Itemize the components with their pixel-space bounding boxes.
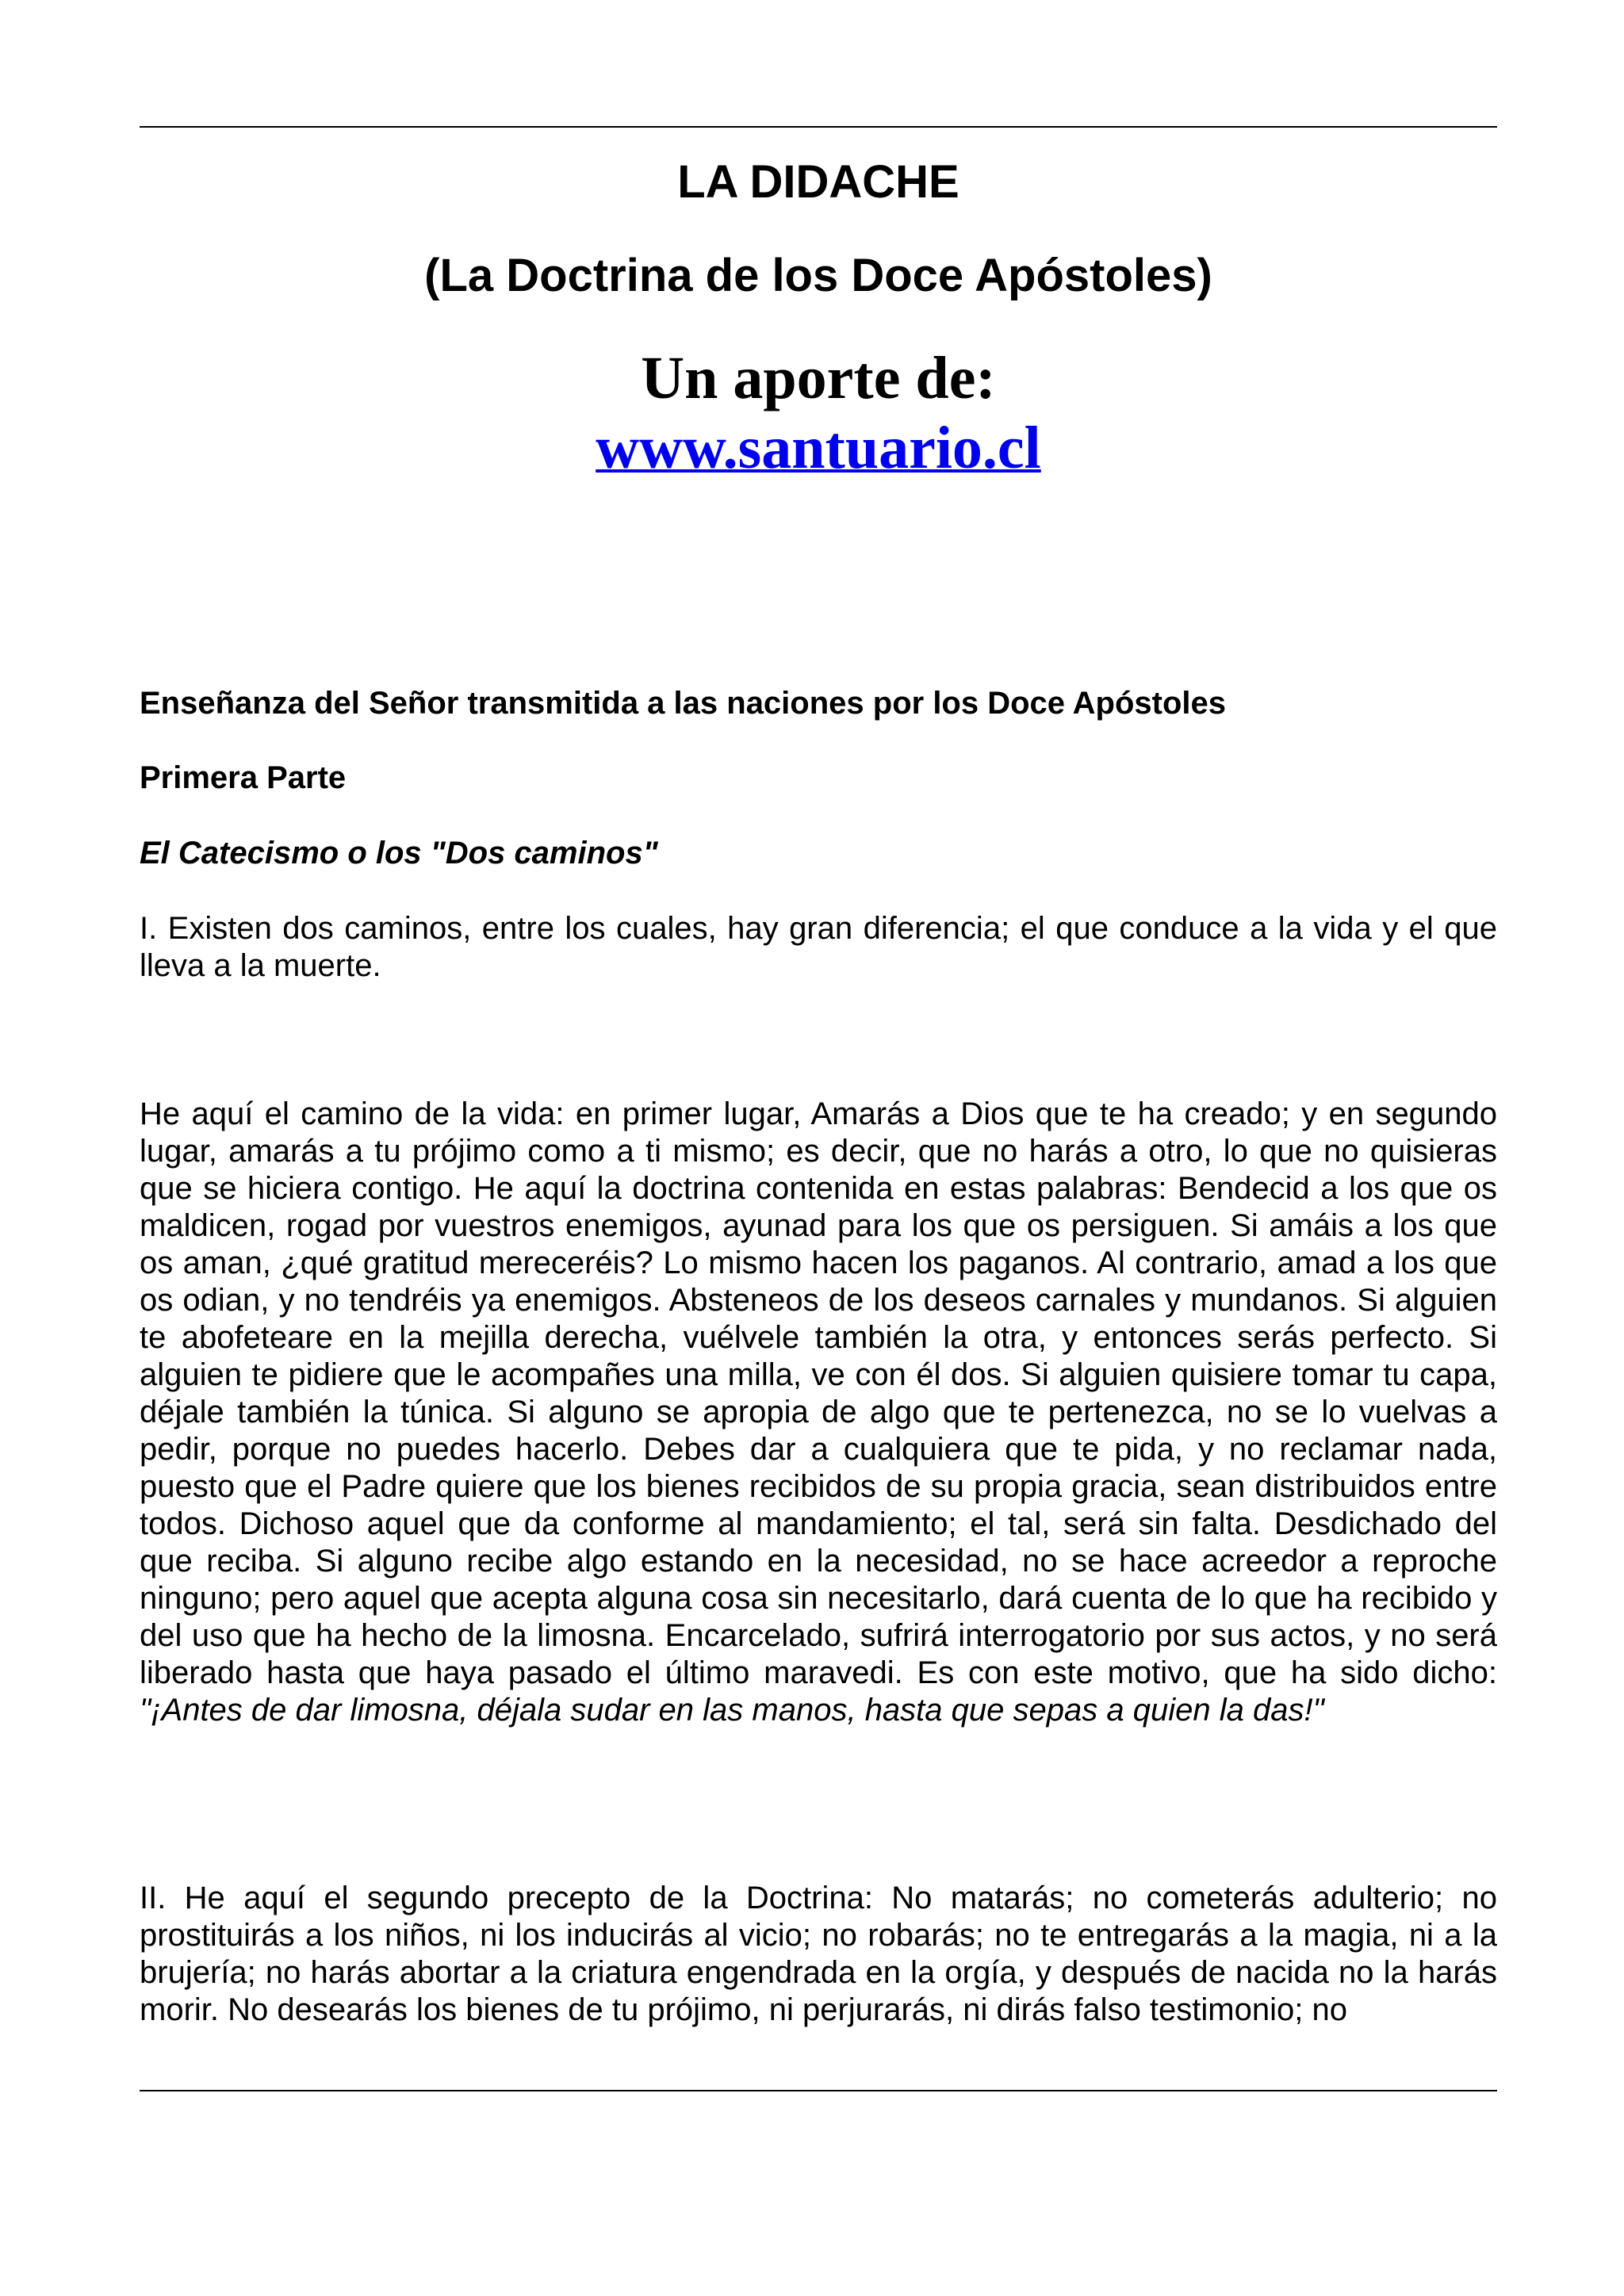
website-link[interactable]: www.santuario.cl (596, 415, 1041, 481)
ensenanza-heading: Enseñanza del Señor transmitida a las naciones por los Doce Apóstoles (140, 686, 1227, 721)
paragraph-2-quote: "¡Antes de dar limosna, déjala sudar en las manos, hasta que sepas a quien la das!" (140, 1693, 1324, 1728)
document-subtitle: (La Doctrina de los Doce Apóstoles) (424, 250, 1212, 301)
paragraph-3: II. He aquí el segundo precepto de la Doctrina: No matarás; no cometerás adulterio; no prostituirás a los niños, ni los inducirás al vicio; no robarás; no te entregarás a la magia, ni a la brujería; no harás abortar a la criatura engendrada en la orgía, y después de nacida no la harás morir. No desearás los bienes de tu prójimo, ni perjurarás, ni dirás falso testimonio; no (140, 1881, 1497, 2027)
document-title: LA DIDACHE (677, 156, 959, 208)
contribution-label: Un aporte de: (641, 345, 996, 411)
bottom-rule (140, 2090, 1497, 2091)
catecismo-heading: El Catecismo o los "Dos caminos" (140, 836, 658, 871)
primera-parte-heading: Primera Parte (140, 760, 347, 795)
top-rule (140, 126, 1497, 128)
paragraph-1: I. Existen dos caminos, entre los cuales, hay gran diferencia; el que conduce a la vida y el que lleva a la muerte. (140, 911, 1497, 983)
website-line (140, 412, 1497, 484)
paragraph-2 (140, 1096, 1497, 1729)
paragraph-2-text: He aquí el camino de la vida: en primer lugar, Amarás a Dios que te ha creado; y en segundo lugar, amarás a tu prójimo como a ti mismo; es decir, que no harás a otro, lo que no quisieras que se hiciera contigo. He aquí la doctrina contenida en estas palabras: Bendecid a los que os maldicen, rogad por vuestros enemigos, ayunad para los que os persiguen. Si amáis a los que os aman, ¿qué gratitud mereceréis? Lo mismo hacen los paganos. Al contrario, amad a los que os odian, y no tendréis ya enemigos. Absteneos de los deseos carnales y mundanos. Si alguien te abofeteare en la mejilla derecha, vuélvele también la otra, y entonces serás perfecto. Si alguien te pidiere que le acompañes una milla, ve con él dos. Si alguien quisiere tomar tu capa, déjale también la túnica. Si alguno se apropia de algo que te pertenezca, no se lo vuelvas a pedir, porque no puedes hacerlo. Debes dar a cualquiera que te pida, y no reclamar nada, puesto que el Padre quiere que los bienes recibidos de su propia gracia, sean distribuidos entre todos. Dichoso aquel que da conforme al mandamiento; el tal, será sin falta. Desdichado del que reciba. Si alguno recibe algo estando en la necesidad, no se hace acreedor a reproche ninguno; pero aquel que acepta alguna cosa sin necesitarlo, dará cuenta de lo que ha recibido y del uso que ha hecho de la limosna. Encarcelado, sufrirá interrogatorio por sus actos, y no será liberado hasta que haya pasado el último maravedi. Es con este motivo, que ha sido dicho: (140, 1096, 1497, 1690)
